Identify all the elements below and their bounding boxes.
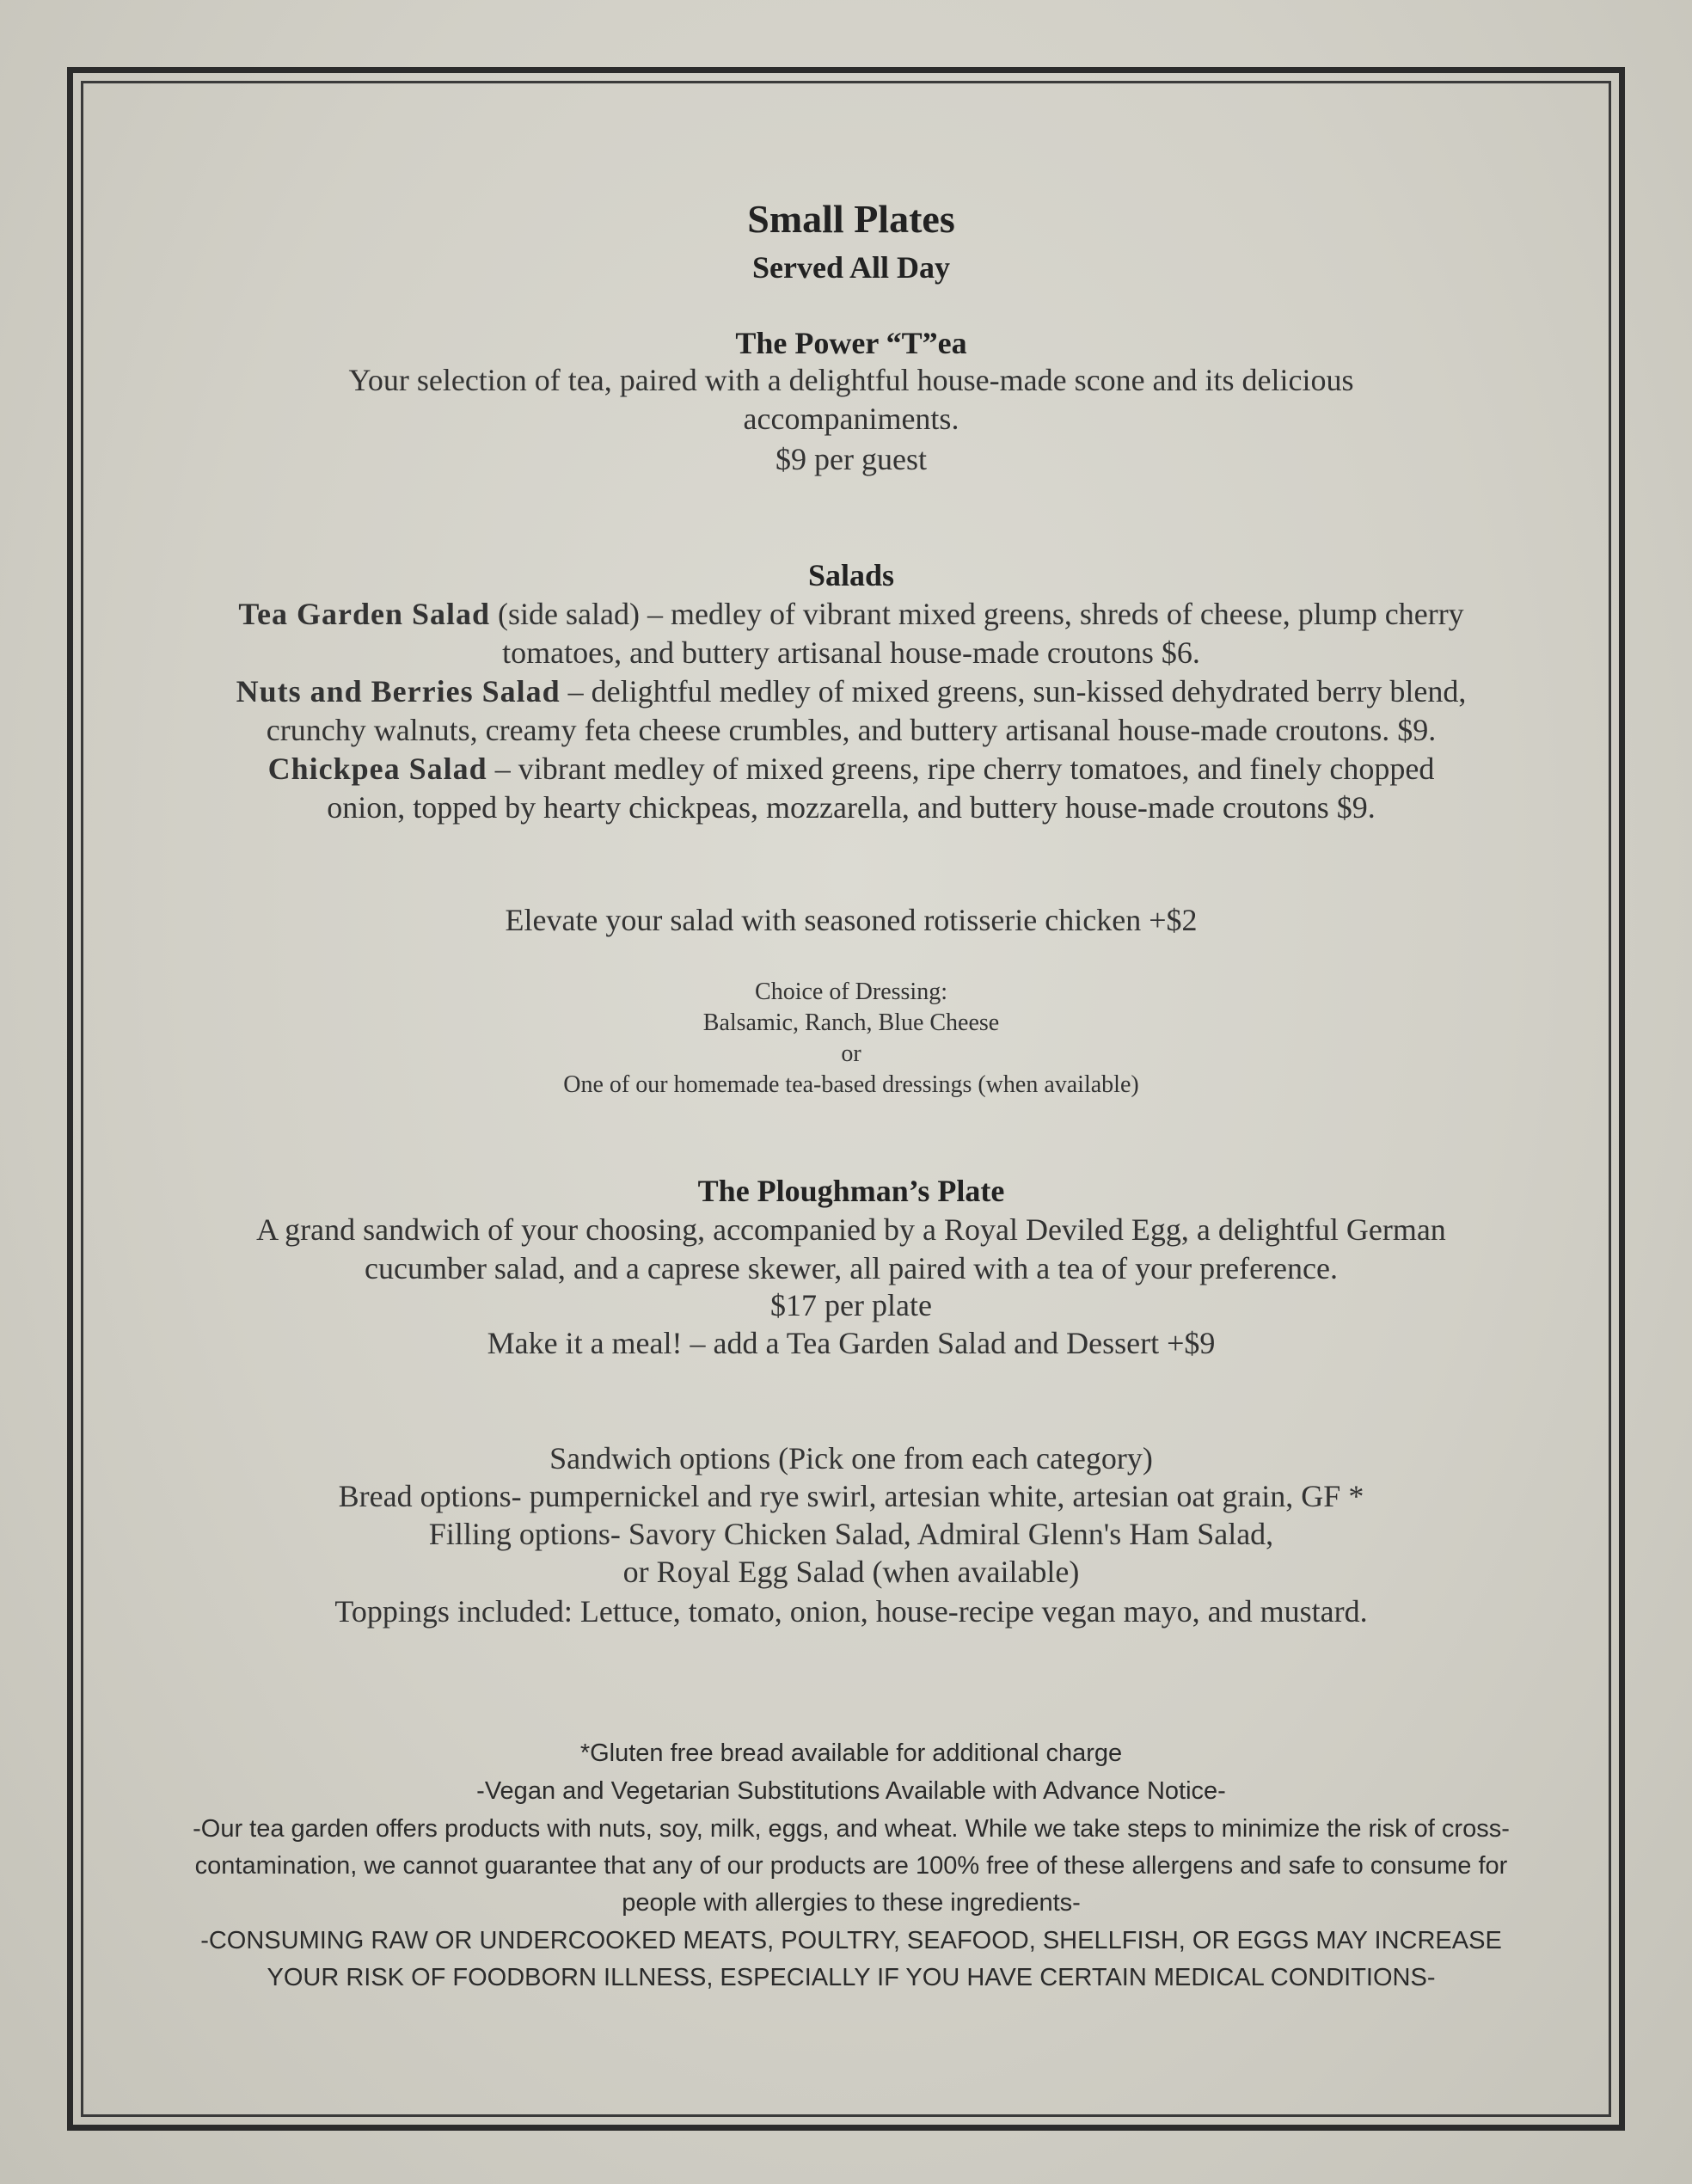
ploughman-title: The Ploughman’s Plate [697,1174,1005,1208]
allergen-note: -Our tea garden offers products with nuts, soy, milk, eggs, and wheat. While we take steps to minimize the risk of cross-contamination, we cannot guarantee that any of our products are 100% free of these allergens and safe to consume for people with allergies to these ingredients- [193,1815,1510,1917]
salad-item-name: Tea Garden Salad [238,597,491,631]
power-tea-description: Your selection of tea, paired with a delightful house-made scone and its delicious accompaniments. [348,363,1354,436]
raw-food-warning: -CONSUMING RAW OR UNDERCOOKED MEATS, POULTRY, SEAFOOD, SHELLFISH, OR EGGS MAY INCREASE YOUR RISK OF FOODBORN ILLNESS, ESPECIALLY IF YOU HAVE CERTAIN MEDICAL CONDITIONS- [200,1927,1502,1991]
salad-item-name: Chickpea Salad [267,752,487,786]
power-tea-price: $9 per guest [776,442,927,476]
dressing-list: Balsamic, Ranch, Blue Cheese [702,1009,1000,1036]
salad-item [232,750,1470,827]
gluten-note: *Gluten free bread available for additional charge [579,1739,1123,1767]
sandwich-filling: Filling options- Savory Chicken Salad, Admiral Glenn's Ham Salad, [428,1517,1274,1551]
salads-title: Salads [807,558,895,592]
salad-addon: Elevate your salad with seasoned rotisserie chicken +$2 [505,903,1198,937]
dressing-or: or [841,1040,861,1067]
sandwich-bread: Bread options- pumpernickel and rye swirl, artesian white, artesian oat grain, GF * [338,1479,1364,1513]
power-tea-title: The Power “T”ea [735,326,967,360]
ploughman-description: A grand sandwich of your choosing, accompanied by a Royal Deviled Egg, a delightful German cucumber salad, and a caprese skewer, all paired with a tea of your preference. [256,1212,1446,1285]
salad-item [232,595,1470,672]
sandwich-toppings: Toppings included: Lettuce, tomato, onion, house-recipe vegan mayo, and mustard. [334,1594,1368,1629]
sandwich-title: Sandwich options (Pick one from each category) [549,1441,1153,1475]
dressing-alt: One of our homemade tea-based dressings (when available) [563,1071,1139,1098]
salad-item-description: (side salad) – medley of vibrant mixed greens, shreds of cheese, plump cherry tomatoes, and buttery artisanal house-made croutons $6. [490,597,1464,670]
sandwich-filling-alt: or Royal Egg Salad (when available) [622,1555,1080,1589]
vegan-note: -Vegan and Vegetarian Substitutions Available with Advance Notice- [476,1777,1226,1805]
page-subtitle: Served All Day [752,250,950,285]
ploughman-meal: Make it a meal! – add a Tea Garden Salad and Dessert +$9 [487,1326,1216,1360]
salad-item-description: – delightful medley of mixed greens, sun-kissed dehydrated berry blend, crunchy walnuts, creamy feta cheese crumbles, and buttery artisanal house-made croutons. $9. [266,674,1467,747]
salad-item-description: – vibrant medley of mixed greens, ripe cherry tomatoes, and finely chopped onion, topped by hearty chickpeas, mozzarella, and buttery house-made croutons $9. [327,752,1435,825]
salad-item-name: Nuts and Berries Salad [236,674,561,709]
ploughman-price: $17 per plate [770,1288,932,1322]
salad-list [232,595,1470,827]
salad-item [232,672,1470,750]
dressing-title: Choice of Dressing: [755,979,947,1005]
page-title: Small Plates [747,197,955,241]
